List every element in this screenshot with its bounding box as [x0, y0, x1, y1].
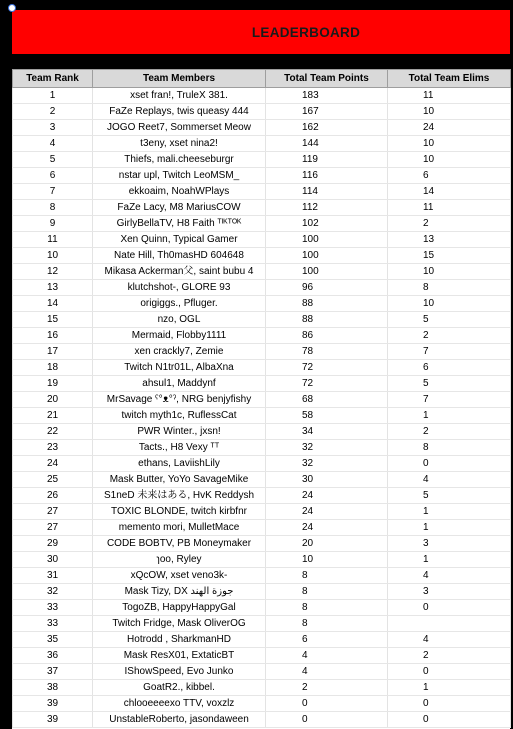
- table-row: [13, 696, 511, 712]
- table-row: [13, 360, 511, 376]
- points-cell[interactable]: 88: [266, 312, 388, 328]
- members-cell[interactable]: klutchshot-, GLORE 93: [93, 280, 266, 296]
- points-cell[interactable]: 86: [266, 328, 388, 344]
- rank-cell[interactable]: 35: [13, 632, 93, 648]
- members-cell[interactable]: origiggs., Pfluger.: [93, 296, 266, 312]
- elims-cell[interactable]: 10: [388, 296, 511, 312]
- table-row: [13, 536, 511, 552]
- members-cell[interactable]: xQcOW, xset veno3k-: [93, 568, 266, 584]
- members-cell[interactable]: nstar upl, Twitch LeoMSM_: [93, 168, 266, 184]
- points-cell[interactable]: 4: [266, 664, 388, 680]
- elims-cell[interactable]: 0: [388, 696, 511, 712]
- points-cell[interactable]: 32: [266, 456, 388, 472]
- elims-cell[interactable]: 2: [388, 424, 511, 440]
- elims-cell[interactable]: 15: [388, 248, 511, 264]
- selection-handle-icon[interactable]: [8, 4, 16, 12]
- rank-cell[interactable]: 19: [13, 376, 93, 392]
- points-cell[interactable]: 24: [266, 488, 388, 504]
- members-cell[interactable]: xen crackly7, Zemie: [93, 344, 266, 360]
- elims-cell[interactable]: 6: [388, 360, 511, 376]
- table-header-row: [13, 70, 511, 88]
- table-row: [13, 264, 511, 280]
- rank-cell[interactable]: 23: [13, 440, 93, 456]
- members-cell[interactable]: t3eny, xset nina2!: [93, 136, 266, 152]
- points-cell[interactable]: 183: [266, 88, 388, 104]
- members-cell[interactable]: FaZe Replays, twis queasy 444: [93, 104, 266, 120]
- points-cell[interactable]: 32: [266, 440, 388, 456]
- rank-cell[interactable]: 13: [13, 280, 93, 296]
- elims-cell[interactable]: 1: [388, 520, 511, 536]
- members-cell[interactable]: Twitch N1tr01L, AlbaXna: [93, 360, 266, 376]
- rank-cell[interactable]: 39: [13, 696, 93, 712]
- rank-cell[interactable]: 27: [13, 504, 93, 520]
- rank-cell[interactable]: 1: [13, 88, 93, 104]
- members-cell[interactable]: Tacts., H8 Vexy ᵀᵀ: [93, 440, 266, 456]
- rank-cell[interactable]: 25: [13, 472, 93, 488]
- points-cell[interactable]: 24: [266, 520, 388, 536]
- table-row: [13, 200, 511, 216]
- table-row: [13, 664, 511, 680]
- points-cell[interactable]: 116: [266, 168, 388, 184]
- members-cell[interactable]: FaZe Lacy, M8 MariusCOW: [93, 200, 266, 216]
- members-cell[interactable]: Xen Quinn, Typical Gamer: [93, 232, 266, 248]
- table-row: [13, 312, 511, 328]
- table-row: [13, 680, 511, 696]
- rank-cell[interactable]: 30: [13, 552, 93, 568]
- column-header-members[interactable]: Team Members: [93, 70, 266, 88]
- leaderboard-table: [12, 69, 511, 728]
- elims-cell[interactable]: 10: [388, 264, 511, 280]
- table-row: [13, 280, 511, 296]
- rank-cell[interactable]: 10: [13, 248, 93, 264]
- elims-cell[interactable]: 0: [388, 456, 511, 472]
- points-cell[interactable]: 0: [266, 712, 388, 728]
- rank-cell[interactable]: 22: [13, 424, 93, 440]
- members-cell[interactable]: Mermaid, Flobby1111: [93, 328, 266, 344]
- members-cell[interactable]: nzo, OGL: [93, 312, 266, 328]
- points-cell[interactable]: 100: [266, 264, 388, 280]
- table-row: [13, 600, 511, 616]
- members-cell[interactable]: Mikasa Ackerman父, saint bubu 4: [93, 264, 266, 280]
- rank-cell[interactable]: 24: [13, 456, 93, 472]
- elims-cell[interactable]: 3: [388, 536, 511, 552]
- members-cell[interactable]: twitch myth1c, RuflessCat: [93, 408, 266, 424]
- rank-cell[interactable]: 38: [13, 680, 93, 696]
- rank-cell[interactable]: 6: [13, 168, 93, 184]
- table-row: [13, 568, 511, 584]
- elims-cell[interactable]: 2: [388, 216, 511, 232]
- points-cell[interactable]: 112: [266, 200, 388, 216]
- points-cell[interactable]: 0: [266, 696, 388, 712]
- rank-cell[interactable]: 20: [13, 392, 93, 408]
- members-cell[interactable]: Mask Tizy, DX جوزة الهند: [93, 584, 266, 600]
- rank-cell[interactable]: 9: [13, 216, 93, 232]
- table-row: [13, 216, 511, 232]
- rank-cell[interactable]: 4: [13, 136, 93, 152]
- points-cell[interactable]: 4: [266, 648, 388, 664]
- header-gap: [12, 54, 510, 69]
- elims-cell[interactable]: 8: [388, 280, 511, 296]
- points-cell[interactable]: 24: [266, 504, 388, 520]
- elims-cell[interactable]: [388, 616, 511, 632]
- table-row: [13, 488, 511, 504]
- rank-cell[interactable]: 39: [13, 712, 93, 728]
- table-row: [13, 424, 511, 440]
- members-cell[interactable]: IShowSpeed, Evo Junko: [93, 664, 266, 680]
- rank-cell[interactable]: 27: [13, 520, 93, 536]
- points-cell[interactable]: 100: [266, 232, 388, 248]
- rank-cell[interactable]: 33: [13, 600, 93, 616]
- elims-cell[interactable]: 10: [388, 136, 511, 152]
- table-row: [13, 232, 511, 248]
- elims-cell[interactable]: 1: [388, 408, 511, 424]
- points-cell[interactable]: 8: [266, 568, 388, 584]
- table-row: [13, 136, 511, 152]
- rank-cell[interactable]: 2: [13, 104, 93, 120]
- table-row: [13, 328, 511, 344]
- table-row: [13, 584, 511, 600]
- points-cell[interactable]: 100: [266, 248, 388, 264]
- points-cell[interactable]: 30: [266, 472, 388, 488]
- members-cell[interactable]: TogoZB, HappyHappyGal: [93, 600, 266, 616]
- points-cell[interactable]: 20: [266, 536, 388, 552]
- points-cell[interactable]: 88: [266, 296, 388, 312]
- rank-cell[interactable]: 33: [13, 616, 93, 632]
- rank-cell[interactable]: 26: [13, 488, 93, 504]
- rank-cell[interactable]: 5: [13, 152, 93, 168]
- points-cell[interactable]: 102: [266, 216, 388, 232]
- rank-cell[interactable]: 32: [13, 584, 93, 600]
- table-row: [13, 296, 511, 312]
- elims-cell[interactable]: 1: [388, 680, 511, 696]
- elims-cell[interactable]: 5: [388, 312, 511, 328]
- elims-cell[interactable]: 2: [388, 328, 511, 344]
- members-cell[interactable]: ɿoo, Ryley: [93, 552, 266, 568]
- elims-cell[interactable]: 11: [388, 88, 511, 104]
- elims-cell[interactable]: 10: [388, 104, 511, 120]
- table-row: [13, 120, 511, 136]
- rank-cell[interactable]: 17: [13, 344, 93, 360]
- column-header-rank[interactable]: Team Rank: [13, 70, 93, 88]
- members-cell[interactable]: TOXIC BLONDE, twitch kirbfnr: [93, 504, 266, 520]
- elims-cell[interactable]: 1: [388, 504, 511, 520]
- table-row: [13, 152, 511, 168]
- left-border: [0, 0, 12, 729]
- points-cell[interactable]: 119: [266, 152, 388, 168]
- elims-cell[interactable]: 3: [388, 584, 511, 600]
- rank-cell[interactable]: 31: [13, 568, 93, 584]
- column-header-elims[interactable]: Total Team Elims: [388, 70, 511, 88]
- elims-cell[interactable]: 6: [388, 168, 511, 184]
- elims-cell[interactable]: 13: [388, 232, 511, 248]
- elims-cell[interactable]: 24: [388, 120, 511, 136]
- points-cell[interactable]: 78: [266, 344, 388, 360]
- points-cell[interactable]: 10: [266, 552, 388, 568]
- points-cell[interactable]: 8: [266, 584, 388, 600]
- table-body: [13, 88, 511, 728]
- points-cell[interactable]: 167: [266, 104, 388, 120]
- members-cell[interactable]: S1neD 未来はある, HvK Reddysh: [93, 488, 266, 504]
- members-cell[interactable]: Twitch Fridge, Mask OliverOG: [93, 616, 266, 632]
- table-row: [13, 248, 511, 264]
- table-row: [13, 184, 511, 200]
- members-cell[interactable]: xset fran!, TruleX 381.: [93, 88, 266, 104]
- table-row: [13, 472, 511, 488]
- elims-cell[interactable]: 11: [388, 200, 511, 216]
- table-row: [13, 552, 511, 568]
- rank-cell[interactable]: 29: [13, 536, 93, 552]
- elims-cell[interactable]: 1: [388, 552, 511, 568]
- points-cell[interactable]: 6: [266, 632, 388, 648]
- table-row: [13, 344, 511, 360]
- elims-cell[interactable]: 0: [388, 600, 511, 616]
- points-cell[interactable]: 162: [266, 120, 388, 136]
- elims-cell[interactable]: 7: [388, 392, 511, 408]
- table-row: [13, 376, 511, 392]
- rank-cell[interactable]: 11: [13, 232, 93, 248]
- top-border: [0, 0, 513, 10]
- rank-cell[interactable]: 16: [13, 328, 93, 344]
- members-cell[interactable]: UnstableRoberto, jasondaween: [93, 712, 266, 728]
- elims-cell[interactable]: 5: [388, 488, 511, 504]
- table-row: [13, 408, 511, 424]
- rank-cell[interactable]: 7: [13, 184, 93, 200]
- elims-cell[interactable]: 4: [388, 632, 511, 648]
- leaderboard-banner: [12, 10, 510, 54]
- members-cell[interactable]: CODE BOBTV, PB Moneymaker: [93, 536, 266, 552]
- members-cell[interactable]: Hotrodd , SharkmanHD: [93, 632, 266, 648]
- rank-cell[interactable]: 8: [13, 200, 93, 216]
- members-cell[interactable]: GirlyBellaTV, H8 Faith ᵀᴵᴷᵀᴼᴷ: [93, 216, 266, 232]
- table-row: [13, 104, 511, 120]
- table-row: [13, 712, 511, 728]
- table-row: [13, 168, 511, 184]
- elims-cell[interactable]: 0: [388, 712, 511, 728]
- points-cell[interactable]: 8: [266, 600, 388, 616]
- points-cell[interactable]: 144: [266, 136, 388, 152]
- members-cell[interactable]: memento mori, MulletMace: [93, 520, 266, 536]
- table-row: [13, 648, 511, 664]
- members-cell[interactable]: ethans, LaviishLily: [93, 456, 266, 472]
- members-cell[interactable]: Mask Butter, YoYo SavageMike: [93, 472, 266, 488]
- members-cell[interactable]: GoatR2., kibbel.: [93, 680, 266, 696]
- table-row: [13, 520, 511, 536]
- members-cell[interactable]: PWR Winter., jxsn!: [93, 424, 266, 440]
- page-title: LEADERBOARD: [251, 24, 361, 40]
- elims-cell[interactable]: 8: [388, 440, 511, 456]
- points-cell[interactable]: 34: [266, 424, 388, 440]
- column-header-points[interactable]: Total Team Points: [266, 70, 388, 88]
- members-cell[interactable]: ahsul1, Maddynf: [93, 376, 266, 392]
- table-row: [13, 632, 511, 648]
- members-cell[interactable]: ekkoaim, NoahWPlays: [93, 184, 266, 200]
- elims-cell[interactable]: 5: [388, 376, 511, 392]
- members-cell[interactable]: JOGO Reet7, Sommerset Meow: [93, 120, 266, 136]
- elims-cell[interactable]: 14: [388, 184, 511, 200]
- rank-cell[interactable]: 37: [13, 664, 93, 680]
- table-row: [13, 456, 511, 472]
- table-row: [13, 504, 511, 520]
- elims-cell[interactable]: 2: [388, 648, 511, 664]
- table-row: [13, 392, 511, 408]
- table-row: [13, 616, 511, 632]
- rank-cell[interactable]: 3: [13, 120, 93, 136]
- elims-cell[interactable]: 4: [388, 568, 511, 584]
- points-cell[interactable]: 58: [266, 408, 388, 424]
- rank-cell[interactable]: 15: [13, 312, 93, 328]
- points-cell[interactable]: 2: [266, 680, 388, 696]
- points-cell[interactable]: 114: [266, 184, 388, 200]
- members-cell[interactable]: Mask ResX01, ExtaticBT: [93, 648, 266, 664]
- members-cell[interactable]: chlooeeeexo TTV, voxzlz: [93, 696, 266, 712]
- points-cell[interactable]: 68: [266, 392, 388, 408]
- rank-cell[interactable]: 12: [13, 264, 93, 280]
- points-cell[interactable]: 96: [266, 280, 388, 296]
- table-row: [13, 88, 511, 104]
- members-cell[interactable]: Nate Hill, Th0masHD 604648: [93, 248, 266, 264]
- elims-cell[interactable]: 10: [388, 152, 511, 168]
- members-cell[interactable]: MrSavage ˁ°ᴥ°ˀ, NRG benjyfishy: [93, 392, 266, 408]
- points-cell[interactable]: 72: [266, 360, 388, 376]
- points-cell[interactable]: 8: [266, 616, 388, 632]
- table-row: [13, 440, 511, 456]
- rank-cell[interactable]: 21: [13, 408, 93, 424]
- rank-cell[interactable]: 18: [13, 360, 93, 376]
- points-cell[interactable]: 72: [266, 376, 388, 392]
- members-cell[interactable]: Thiefs, mali.cheeseburgr: [93, 152, 266, 168]
- elims-cell[interactable]: 7: [388, 344, 511, 360]
- elims-cell[interactable]: 0: [388, 664, 511, 680]
- elims-cell[interactable]: 4: [388, 472, 511, 488]
- rank-cell[interactable]: 36: [13, 648, 93, 664]
- rank-cell[interactable]: 14: [13, 296, 93, 312]
